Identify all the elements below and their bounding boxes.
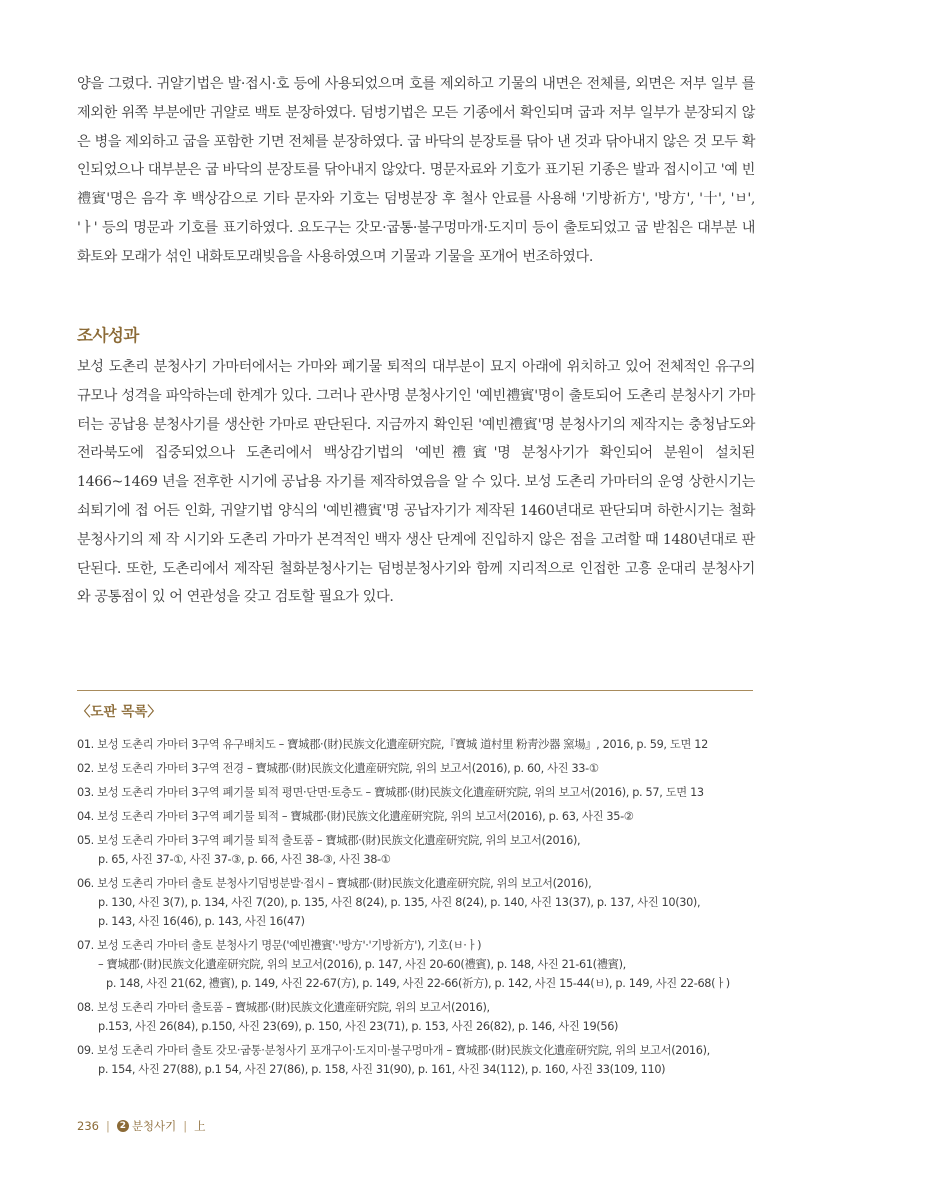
- figure-list-item-line: 02. 보성 도촌리 가마터 3구역 전경 – 寶城郡·(財)民族文化遺産研究院, 위의 보고서(2016), p. 60, 사진 33-①: [77, 762, 599, 775]
- figure-list-item: [77, 998, 767, 1036]
- figure-list-item-line: p. 130, 사진 3(7), p. 134, 사진 7(20), p. 135, 사진 8(24), p. 135, 사진 8(24), p. 140, 사진 13(37), p. 137, 사진 10(30),: [98, 896, 701, 909]
- section-paragraph-text: [77, 353, 755, 612]
- figure-list-item-line: p. 65, 사진 37-①, 사진 37-③, p. 66, 사진 38-③, 사진 38-①: [98, 853, 391, 866]
- book-title: 분청사기: [131, 1119, 177, 1133]
- intro-paragraph: [77, 70, 755, 272]
- page-footer: [77, 1118, 206, 1134]
- figure-list-item-line: 03. 보성 도촌리 가마터 3구역 폐기물 퇴적 평면·단면·토층도 – 寶城郡·(財)民族文化遺産研究院, 위의 보고서(2016), p. 57, 도면 13: [77, 786, 704, 799]
- footer-separator: |: [105, 1119, 110, 1133]
- section-line: 년을 전후한 시기에 공납용 자기를 제작하였음을 알 수 있다. 보성 도촌리 가마터의 운영 상한시기는 쇠퇴기에 접: [77, 474, 755, 519]
- section-line: 어든 인화, 귀얄기법 양식의 '예빈禮賓'명 공납자기가 제작된 1460년대로 판단되며 하한시기는 철화분청사기의 제: [77, 502, 755, 548]
- section-line: 보성 도촌리 분청사기 가마터에서는 가마와 폐기물 퇴적의 대부분이 묘지 아래에 위치하고 있어 전체적인 유구의: [77, 359, 755, 375]
- figure-list-item-line: 07. 보성 도촌리 가마터 출토 분청사기 명문('예빈禮賓'·'방方'·'기방祈方'), 기호(ㅂ·ㅏ): [77, 939, 482, 952]
- figure-list-item-line: – 寶城郡·(財)民族文化遺産研究院, 위의 보고서(2016), p. 147, 사진 20-60(禮賓), p. 148, 사진 21-61(禮賓),: [98, 958, 626, 971]
- section-line: 규모나 성격을 파악하는데 한계가 있다. 그러나 관사명 분청사기인 '예빈禮賓'명이 출토되어 도촌리 분청사기 가마: [77, 387, 755, 404]
- chapter-badge-icon: 2: [117, 1120, 129, 1132]
- figure-list-item-line: p.153, 사진 26(84), p.150, 사진 23(69), p. 150, 사진 23(71), p. 153, 사진 26(82), p. 146, 사진 19(56): [98, 1020, 619, 1033]
- figure-list-item-line: 08. 보성 도촌리 가마터 출토품 – 寶城郡·(財)民族文化遺産研究院, 위의 보고서(2016),: [77, 1001, 490, 1014]
- intro-line: 내화토와 모래가 섞인 내화토모래빚음을 사용하였으며 기물과 기물을 포개어 번조하였다.: [77, 219, 755, 265]
- intro-line: 않은 병을 제외하고 굽을 포함한 기면 전체를 분장하였다. 굽 바닥의 분장토를 닦아 낸 것과 닦아내지 않은 것 모두: [77, 104, 755, 150]
- divider-line: [77, 690, 753, 691]
- figure-list-item: [77, 831, 767, 869]
- intro-line: 'ㅏ' 등의 명문과 기호를 표기하였다. 요도구는 갓모·굽통·불구멍마개·도지미 등이 출토되었고 굽 받침은 대부분: [77, 219, 738, 236]
- intro-line: 를 제외한 위쪽 부분에만 귀얄로 백토 분장하였다. 덤벙기법은 모든 기종에서 확인되며 굽과 저부 일부가 분장되지: [77, 76, 755, 121]
- figure-list-item-line: p. 154, 사진 27(88), p.1 54, 사진 27(86), p. 158, 사진 31(90), p. 161, 사진 34(112), p. 160, 사진 33(109, 110): [98, 1063, 666, 1076]
- figure-list-item: [77, 936, 767, 993]
- figure-list-item-line: 04. 보성 도촌리 가마터 3구역 폐기물 퇴적 – 寶城郡·(財)民族文化遺産研究院, 위의 보고서(2016), p. 63, 사진 35-②: [77, 810, 634, 823]
- figure-list-item: [77, 1041, 767, 1079]
- figure-list-item-line: p. 143, 사진 16(46), p. 143, 사진 16(47): [98, 915, 305, 928]
- figure-list-item: [77, 807, 767, 826]
- section-line: 작 시기와 도촌리 가마가 본격적인 백자 생산 단계에 진입하지 않은 점을 고려할 때 1480년대로 판단된다. 또한,: [77, 531, 755, 577]
- section-paragraph: [77, 353, 755, 612]
- figure-list-item: [77, 874, 767, 931]
- figure-list-item-line: 01. 보성 도촌리 가마터 3구역 유구배치도 – 寶城郡·(財)民族文化遺産研究院,『寶城 道村里 粉靑沙器 窯場』, 2016, p. 59, 도면 12: [77, 738, 708, 751]
- figure-list-item-line: 06. 보성 도촌리 가마터 출토 분청사기덤벙분발·접시 – 寶城郡·(財)民族文化遺産研究院, 위의 보고서(2016),: [77, 877, 592, 890]
- footer-separator-2: |: [183, 1119, 188, 1133]
- section-line: 도촌리에서 제작된 철화분청사기는 덤벙분청사기와 함께 지리적으로 인접한 고흥 운대리 분청사기와 공통점이 있: [77, 560, 755, 606]
- figure-list-heading: 〈도판 목록〉: [77, 704, 161, 720]
- footer-book-title: [117, 1118, 176, 1134]
- intro-paragraph-text: [77, 70, 755, 272]
- intro-line: 양을 그렸다. 귀얄기법은 발·접시·호 등에 사용되었으며 호를 제외하고 기물의 내면은 전체를, 외면은 저부 일부: [77, 76, 738, 92]
- figure-list-item-line: 05. 보성 도촌리 가마터 3구역 폐기물 퇴적 출토품 – 寶城郡·(財)民族文化遺産研究院, 위의 보고서(2016),: [77, 834, 581, 847]
- section-title: 조사성과: [77, 326, 139, 345]
- section-line: 어 연관성을 갖고 검토할 필요가 있다.: [169, 589, 394, 606]
- book-volume: 上: [194, 1119, 206, 1133]
- page-number: 236: [77, 1119, 99, 1133]
- section-line: 전라북도에 집중되었으나 도촌리에서 백상감기법의 '예빈禮賓'명 분청사기가 확인되어 분원이 설치된 1466~1469: [77, 445, 755, 491]
- figure-list: [77, 735, 767, 1084]
- section-line: 터는 공납용 분청사기를 생산한 가마로 판단된다. 지금까지 확인된 '예빈禮賓'명 분청사기의 제작지는 충청남도와: [77, 416, 755, 433]
- intro-line: 확인되었으나 대부분은 굽 바닥의 분장토를 닦아내지 않았다. 명문자료와 기호가 표기된 기종은 발과 접시이고 '예: [77, 133, 755, 179]
- figure-list-item: [77, 783, 767, 802]
- figure-list-item-line: 09. 보성 도촌리 가마터 출토 갓모·굽통·분청사기 포개구이·도지미·불구멍마개 – 寶城郡·(財)民族文化遺産研究院, 위의 보고서(2016),: [77, 1044, 710, 1057]
- intro-line: 빈禮賓'명은 음각 후 백상감으로 기타 문자와 기호는 덤벙분장 후 철사 안료를 사용해 '기방祈方', '방方', '十', 'ㅂ',: [77, 162, 755, 208]
- figure-list-item-line: p. 148, 사진 21(62, 禮賓), p. 149, 사진 22-67(方), p. 149, 사진 22-66(祈方), p. 142, 사진 15-44(ㅂ), p. 149, 사진 22-68(ㅏ): [106, 977, 730, 990]
- figure-list-item: [77, 735, 767, 754]
- figure-list-item: [77, 759, 767, 778]
